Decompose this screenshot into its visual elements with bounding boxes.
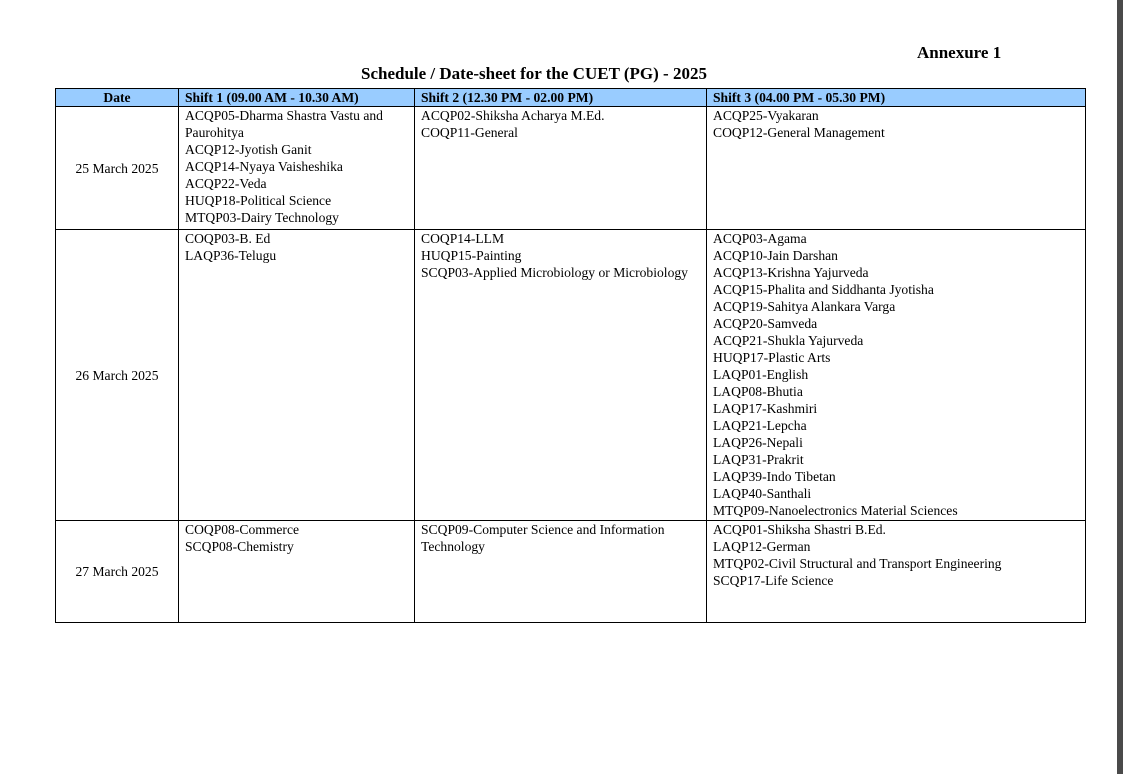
shift-3-cell: [707, 230, 1086, 521]
subject-item: SCQP03-Applied Microbiology or Microbiology: [421, 265, 688, 280]
subject-item: ACQP03-Agama: [713, 231, 807, 246]
column-header-shift-1: Shift 1 (09.00 AM - 10.30 AM): [179, 89, 415, 107]
shift-2-cell: [415, 521, 707, 623]
subject-item: COQP14-LLM: [421, 231, 505, 246]
table-row: [56, 230, 1086, 521]
annexure-label: Annexure 1: [917, 43, 1002, 62]
column-header-shift-3: Shift 3 (04.00 PM - 05.30 PM): [707, 89, 1086, 107]
subject-item: LAQP08-Bhutia: [713, 384, 803, 399]
subject-item: ACQP12-Jyotish Ganit: [185, 142, 312, 157]
date-cell: 26 March 2025: [56, 230, 179, 521]
subject-item: LAQP26-Nepali: [713, 435, 803, 450]
subject-item: ACQP21-Shukla Yajurveda: [713, 333, 864, 348]
subject-item: COQP03-B. Ed: [185, 231, 271, 246]
subject-item: COQP08-Commerce: [185, 522, 300, 537]
subject-item: ACQP02-Shiksha Acharya M.Ed.: [421, 108, 605, 123]
subject-item: ACQP19-Sahitya Alankara Varga: [713, 299, 896, 314]
subject-item: HUQP15-Painting: [421, 248, 522, 263]
subject-item: ACQP01-Shiksha Shastri B.Ed.: [713, 522, 886, 537]
table-row: [56, 107, 1086, 230]
shift-3-cell: [707, 107, 1086, 230]
shift-1-cell: [179, 107, 415, 230]
table-header-row: [56, 89, 1086, 107]
page-title: Schedule / Date-sheet for the CUET (PG) - 2025: [361, 64, 707, 83]
shift-2-cell: [415, 230, 707, 521]
subject-item: ACQP25-Vyakaran: [713, 108, 819, 123]
subject-item: LAQP01-English: [713, 367, 809, 382]
table-row: [56, 521, 1086, 623]
window-scrollbar-edge[interactable]: [1117, 0, 1123, 774]
shift-1-cell: [179, 521, 415, 623]
subject-item: SCQP09-Computer Science and Information Technology: [421, 522, 665, 554]
subject-item: HUQP17-Plastic Arts: [713, 350, 831, 365]
column-header-shift-2: Shift 2 (12.30 PM - 02.00 PM): [415, 89, 707, 107]
subject-item: HUQP18-Political Science: [185, 193, 332, 208]
schedule-table: [55, 88, 1086, 623]
subject-item: MTQP03-Dairy Technology: [185, 210, 339, 225]
subject-item: ACQP15-Phalita and Siddhanta Jyotisha: [713, 282, 934, 297]
subject-item: LAQP40-Santhali: [713, 486, 812, 501]
shift-2-cell: [415, 107, 707, 230]
subject-item: COQP12-General Management: [713, 125, 885, 140]
subject-item: ACQP20-Samveda: [713, 316, 818, 331]
subject-item: ACQP22-Veda: [185, 176, 267, 191]
subject-item: ACQP13-Krishna Yajurveda: [713, 265, 869, 280]
subject-item: ACQP10-Jain Darshan: [713, 248, 838, 263]
subject-item: LAQP36-Telugu: [185, 248, 277, 263]
subject-item: ACQP05-Dharma Shastra Vastu and Paurohitya: [185, 108, 383, 140]
subject-item: LAQP21-Lepcha: [713, 418, 807, 433]
date-cell: 25 March 2025: [56, 107, 179, 230]
shift-3-cell: [707, 521, 1086, 623]
subject-item: LAQP12-German: [713, 539, 811, 554]
column-header-date: Date: [56, 89, 179, 107]
subject-item: SCQP17-Life Science: [713, 573, 834, 588]
subject-item: ACQP14-Nyaya Vaisheshika: [185, 159, 343, 174]
subject-item: COQP11-General: [421, 125, 518, 140]
subject-item: LAQP17-Kashmiri: [713, 401, 818, 416]
subject-item: LAQP31-Prakrit: [713, 452, 804, 467]
subject-item: SCQP08-Chemistry: [185, 539, 294, 554]
shift-1-cell: [179, 230, 415, 521]
subject-item: MTQP02-Civil Structural and Transport Engineering: [713, 556, 1002, 571]
subject-item: MTQP09-Nanoelectronics Material Sciences: [713, 503, 958, 518]
subject-item: LAQP39-Indo Tibetan: [713, 469, 836, 484]
date-cell: 27 March 2025: [56, 521, 179, 623]
